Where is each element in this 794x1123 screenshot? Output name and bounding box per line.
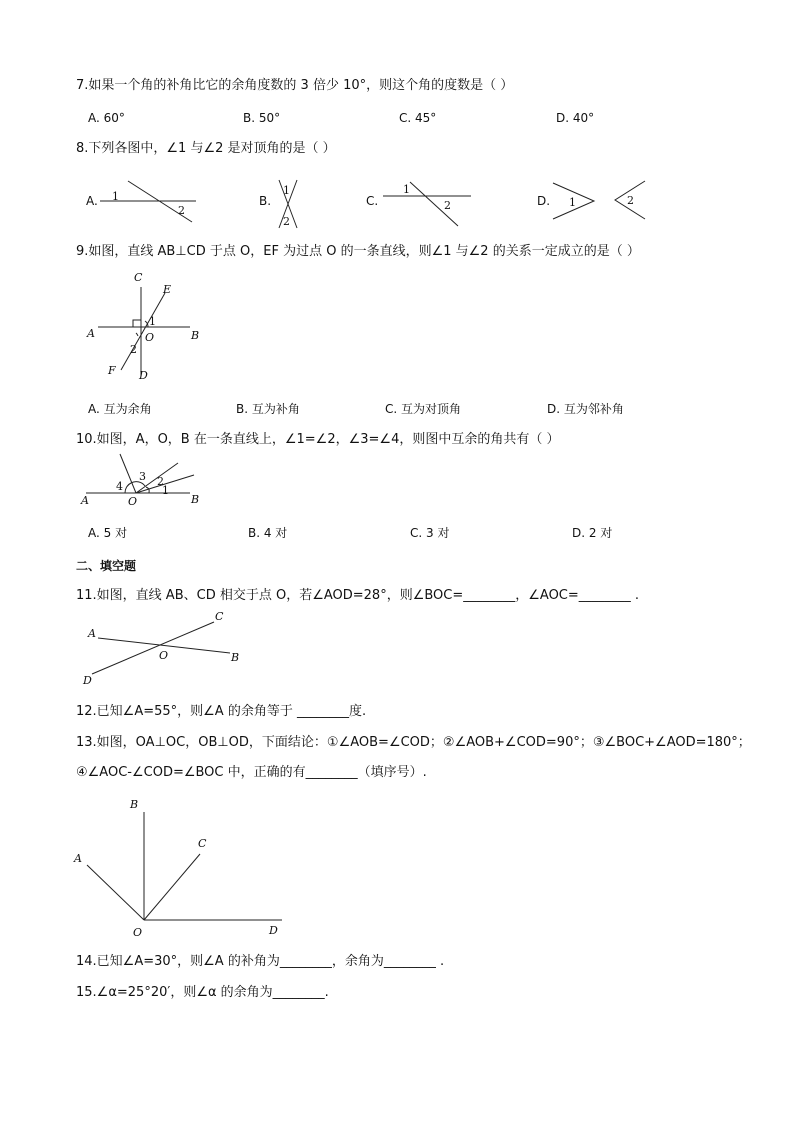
question-14-text: 14.已知∠A=30°，则∠A 的补角为________，余角为________ . — [76, 954, 445, 969]
q8a-label-2: 2 — [178, 204, 185, 217]
q8b-label-2: 2 — [283, 215, 290, 228]
q11-label-c: C — [215, 610, 224, 623]
q13-label-d: D — [269, 924, 278, 937]
q9-option-c: C. 互为对顶角 — [385, 402, 462, 416]
q7-option-d: D. 40° — [556, 111, 595, 125]
q10-label-1: 1 — [162, 484, 169, 497]
q9-label-o: O — [145, 331, 155, 344]
q8-option-a: A. — [86, 194, 98, 208]
q13-label-b: B — [130, 798, 139, 811]
q11-label-a: A — [88, 627, 96, 640]
q8d-label-1: 1 — [569, 196, 576, 209]
question-15-text: 15.∠α=25°20′，则∠α 的余角为________. — [76, 985, 329, 1000]
q13-label-c: C — [198, 837, 207, 850]
q9-label-f: F — [108, 364, 116, 377]
section-title-fill-in: 二、填空题 — [76, 559, 137, 573]
q10-option-b: B. 4 对 — [248, 526, 288, 540]
q13-label-o: O — [133, 926, 143, 939]
q7-option-a: A. 60° — [88, 111, 125, 125]
q9-label-b: B — [191, 329, 200, 342]
q10-option-c: C. 3 对 — [410, 526, 450, 540]
question-10-text: 10.如图，A，O，B 在一条直线上，∠1=∠2，∠3=∠4，则图中互余的角共有（ ） — [76, 432, 560, 447]
question-9-text: 9.如图，直线 AB⊥CD 于点 O，EF 为过点 O 的一条直线，则∠1 与∠2 的关系一定成立的是（ ） — [76, 244, 640, 259]
q10-label-a: A — [81, 494, 89, 507]
q9-option-d: D. 互为邻补角 — [547, 402, 624, 416]
question-13-line-1: 13.如图，OA⊥OC，OB⊥OD，下面结论：①∠AOB=∠COD；②∠AOB+∠COD=90°；③∠BOC+∠AOD=180°； — [76, 735, 751, 750]
question-13-line-2: ④∠AOC-∠COD=∠BOC 中，正确的有________（填序号）. — [76, 765, 427, 780]
q10-option-d: D. 2 对 — [572, 526, 613, 540]
question-11-text: 11.如图，直线 AB、CD 相交于点 O，若∠AOD=28°，则∠BOC=________，∠AOC=________ . — [76, 588, 640, 603]
q13-label-a: A — [74, 852, 82, 865]
q11-label-o: O — [159, 649, 169, 662]
q7-option-b: B. 50° — [243, 111, 281, 125]
q8-option-c: C. — [366, 194, 379, 208]
q10-option-a: A. 5 对 — [88, 526, 128, 540]
q9-option-a: A. 互为余角 — [88, 402, 152, 416]
q10-label-o: O — [128, 495, 138, 508]
q10-label-2: 2 — [157, 475, 164, 488]
q9-option-b: B. 互为补角 — [236, 402, 300, 416]
q8a-label-1: 1 — [112, 190, 119, 203]
question-12-text: 12.已知∠A=55°，则∠A 的余角等于 ________度. — [76, 704, 367, 719]
question-7-text: 7.如果一个角的补角比它的余角度数的 3 倍少 10°，则这个角的度数是（ ） — [76, 78, 514, 93]
q11-label-d: D — [83, 674, 92, 687]
q9-label-c: C — [134, 271, 143, 284]
q9-label-d: D — [139, 369, 148, 382]
q8b-label-1: 1 — [283, 184, 290, 197]
q7-option-c: C. 45° — [399, 111, 437, 125]
q9-label-a: A — [87, 327, 95, 340]
q8d-label-2: 2 — [627, 194, 634, 207]
q8-option-d: D. — [537, 194, 551, 208]
question-8-text: 8.下列各图中，∠1 与∠2 是对顶角的是（ ） — [76, 141, 336, 156]
q10-label-4: 4 — [116, 480, 123, 493]
q11-label-b: B — [231, 651, 240, 664]
q9-label-1: 1 — [149, 315, 156, 328]
q8-option-b: B. — [259, 194, 272, 208]
q10-label-b: B — [191, 493, 200, 506]
q9-label-e: E — [163, 283, 172, 296]
q8c-label-2: 2 — [444, 199, 451, 212]
q9-label-2: 2 — [130, 343, 137, 356]
q10-label-3: 3 — [139, 470, 146, 483]
q8c-label-1: 1 — [403, 183, 410, 196]
